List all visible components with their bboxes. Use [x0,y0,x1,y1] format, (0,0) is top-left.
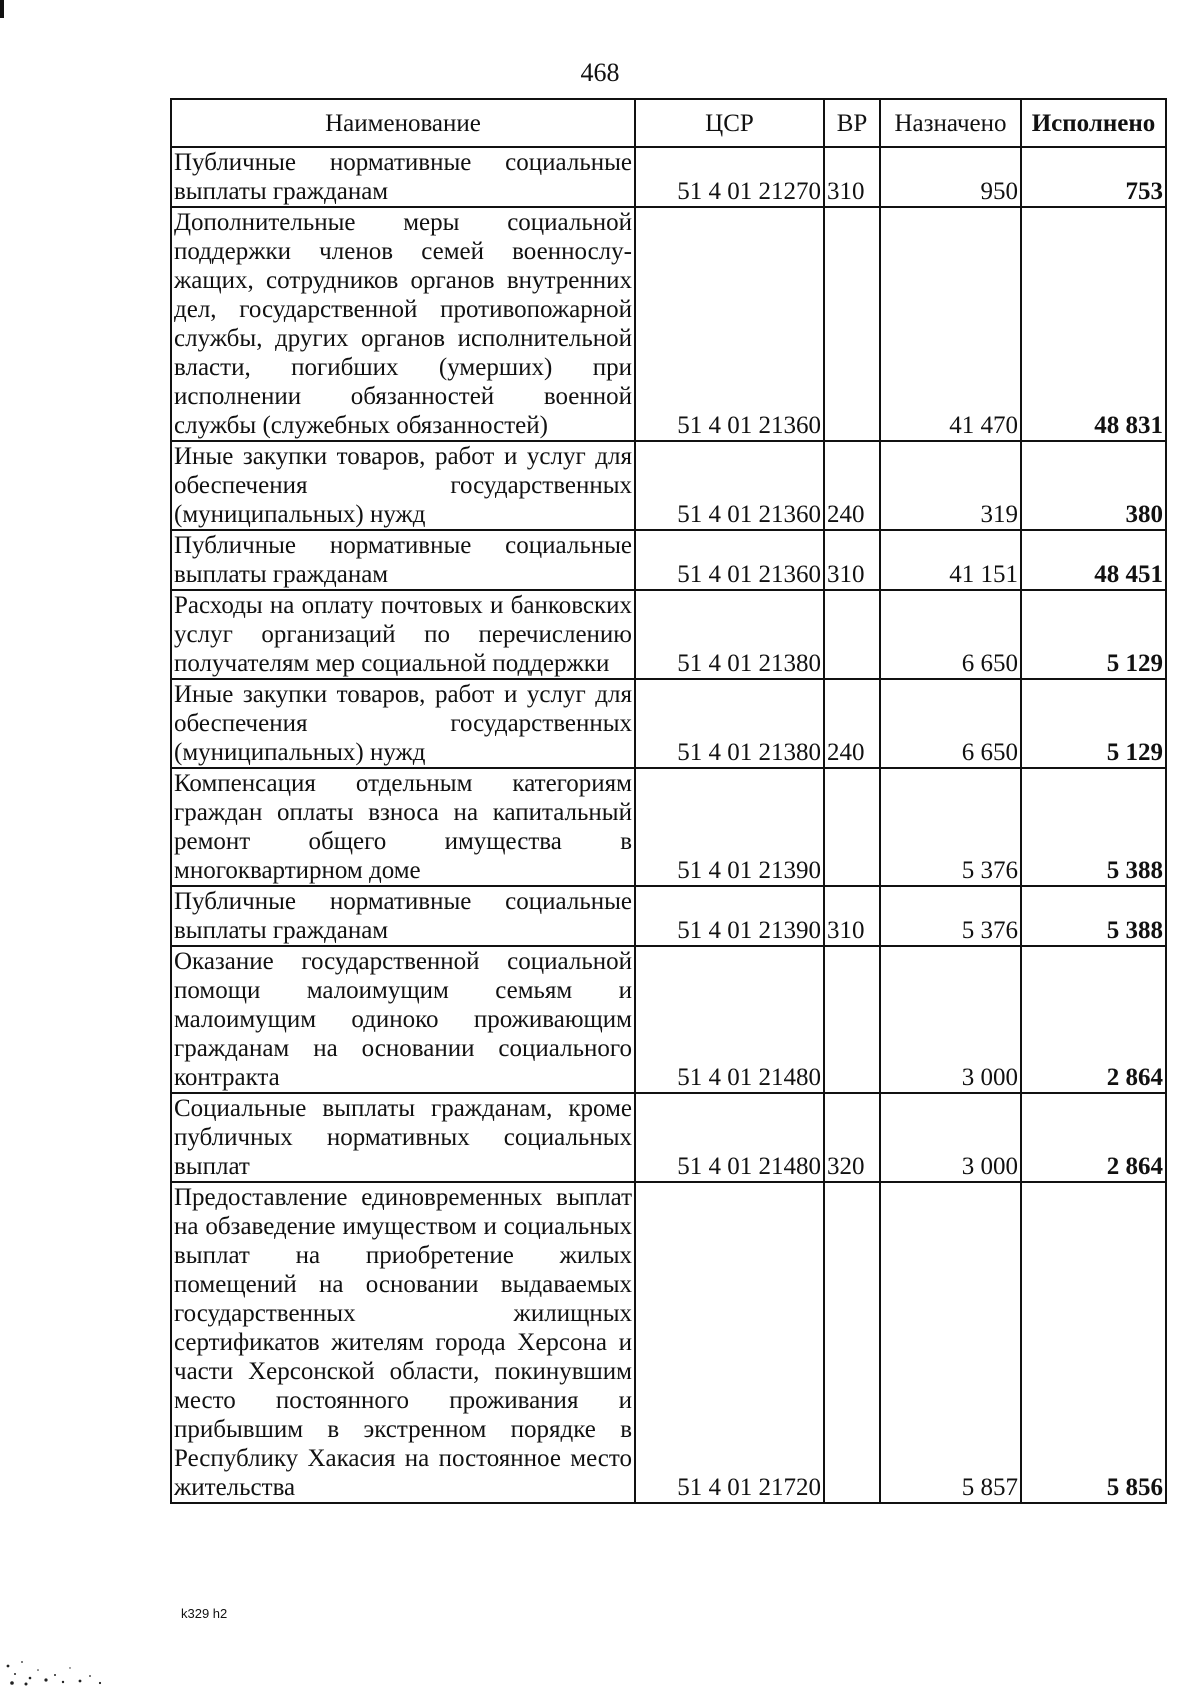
table-row [171,768,1166,886]
row-csr: 51 4 01 21480 [635,946,824,1093]
row-assigned: 6 650 [880,590,1021,679]
row-vr: 320 [824,1093,880,1182]
table-row [171,441,1166,530]
scan-noise-specks [0,1596,120,1686]
row-assigned: 319 [880,441,1021,530]
table-row [171,946,1166,1093]
row-executed: 380 [1021,441,1166,530]
header-executed: Исполнено [1021,99,1166,147]
row-vr [824,207,880,441]
row-csr: 51 4 01 21390 [635,886,824,946]
row-csr: 51 4 01 21720 [635,1182,824,1503]
row-csr: 51 4 01 21480 [635,1093,824,1182]
row-assigned: 41 151 [880,530,1021,590]
row-assigned: 3 000 [880,1093,1021,1182]
row-executed: 753 [1021,147,1166,207]
scan-edge-mark [0,0,4,18]
footer-code: k329 h2 [181,1606,228,1621]
header-csr: ЦСР [635,99,824,147]
row-vr [824,590,880,679]
row-executed: 5 129 [1021,590,1166,679]
row-assigned: 950 [880,147,1021,207]
row-csr: 51 4 01 21360 [635,207,824,441]
row-vr: 310 [824,530,880,590]
row-name: Иные закупки товаров, работ и услуг для обеспечения государственных (муниципальных) нужд [171,679,635,768]
table-header [171,99,1166,147]
row-name: Расходы на оплату почтовых и банковских услуг организаций по перечислению получателям мер социальной поддержки [171,590,635,679]
table-row [171,207,1166,441]
row-csr: 51 4 01 21380 [635,679,824,768]
row-executed: 2 864 [1021,1093,1166,1182]
row-assigned: 5 376 [880,886,1021,946]
row-csr: 51 4 01 21360 [635,530,824,590]
row-csr: 51 4 01 21390 [635,768,824,886]
budget-table [170,98,1167,1504]
row-name: Компенсация отдельным категориям граждан оплаты взноса на капитальный ремонт общего имущества в многоквартирном доме [171,768,635,886]
header-vr: ВР [824,99,880,147]
row-executed: 48 831 [1021,207,1166,441]
row-executed: 5 856 [1021,1182,1166,1503]
row-assigned: 41 470 [880,207,1021,441]
table-body [171,147,1166,1503]
row-name: Оказание государственной социальной помощи малоимущим семьям и малоимущим одиноко проживающим гражданам на основании социального контракта [171,946,635,1093]
row-name: Дополнительные меры социальной поддержки членов семей военнослужащих, сотрудников органов внутренних дел, государственной противопожарной службы, других органов исполнительной власти, погибших (умерших) при исполнении обязанностей военной службы (служебных обязанностей) [171,207,635,441]
row-executed: 5 388 [1021,886,1166,946]
header-row [171,99,1166,147]
row-csr: 51 4 01 21380 [635,590,824,679]
row-name: Публичные нормативные социальные выплаты гражданам [171,147,635,207]
row-executed: 5 388 [1021,768,1166,886]
row-vr [824,1182,880,1503]
table-row [171,886,1166,946]
row-name: Публичные нормативные социальные выплаты гражданам [171,886,635,946]
table-row [171,590,1166,679]
row-assigned: 3 000 [880,946,1021,1093]
page-number: 468 [580,58,620,87]
header-assigned: Назначено [880,99,1021,147]
row-executed: 2 864 [1021,946,1166,1093]
table-row [171,530,1166,590]
table-row [171,1093,1166,1182]
row-name: Иные закупки товаров, работ и услуг для обеспечения государственных (муниципальных) нужд [171,441,635,530]
table-row [171,679,1166,768]
header-name: Наименование [171,99,635,147]
row-vr [824,768,880,886]
table-row [171,147,1166,207]
row-assigned: 5 857 [880,1182,1021,1503]
row-name: Предоставление единовременных выплат на обзаведение имуществом и социальных выплат на приобретение жилых помещений на основании выдаваемых государственных жилищных сертификатов жителям города Херсона и части Херсонской области, покинувшим место постоянного проживания и прибывшим в экстренном порядке в Республику Хакасия на постоянное место жительства [171,1182,635,1503]
row-vr: 240 [824,441,880,530]
row-csr: 51 4 01 21360 [635,441,824,530]
row-csr: 51 4 01 21270 [635,147,824,207]
row-vr: 240 [824,679,880,768]
row-vr: 310 [824,147,880,207]
table-row [171,1182,1166,1503]
row-assigned: 6 650 [880,679,1021,768]
row-assigned: 5 376 [880,768,1021,886]
row-name: Публичные нормативные социальные выплаты гражданам [171,530,635,590]
row-name: Социальные выплаты гражданам, кроме публичных нормативных социальных выплат [171,1093,635,1182]
row-vr [824,946,880,1093]
row-executed: 48 451 [1021,530,1166,590]
row-executed: 5 129 [1021,679,1166,768]
row-vr: 310 [824,886,880,946]
